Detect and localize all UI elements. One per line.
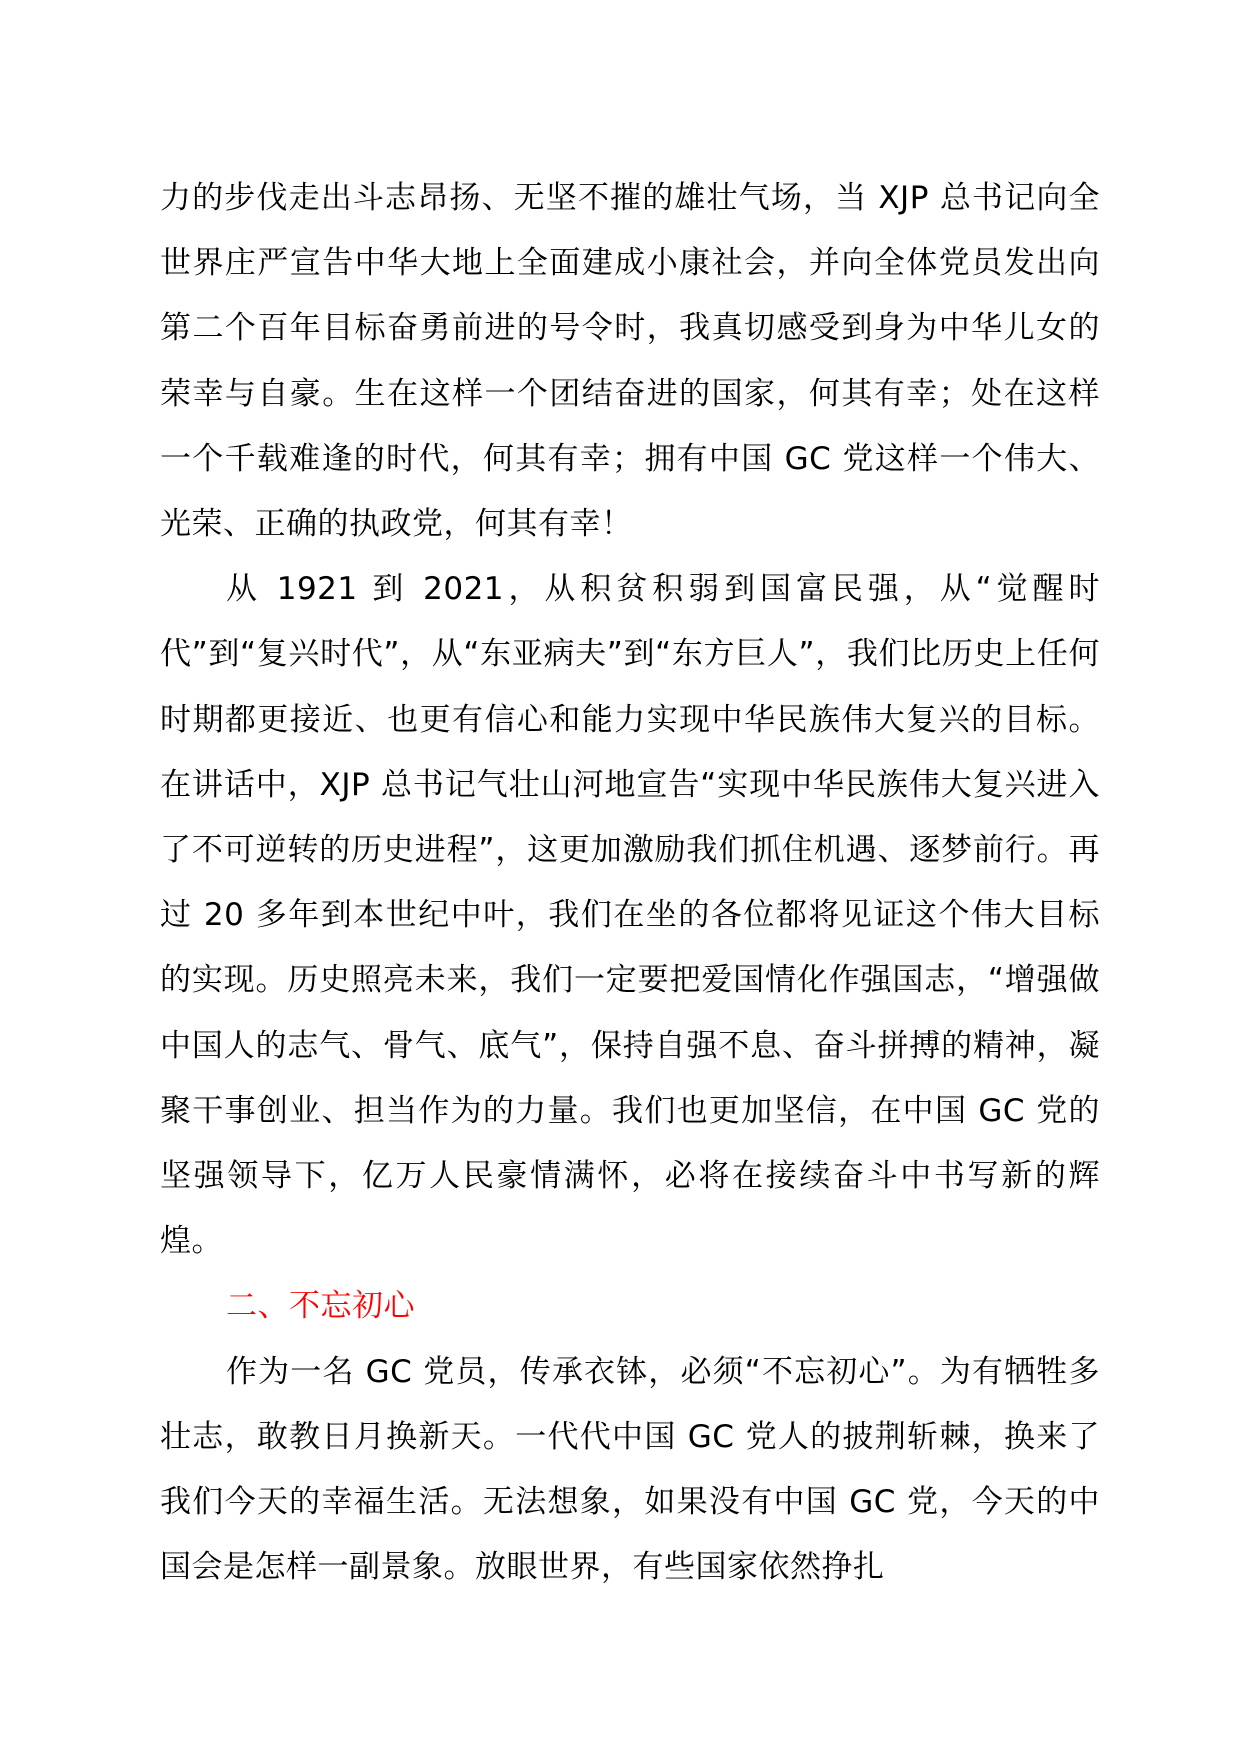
section-heading-2: 二、不忘初心 [226, 1288, 415, 1325]
paragraph-1921-2021: 从 1921 到 2021，从积贫积弱到国富民强，从“觉醒时代”到“复兴时代”，从“东亚病夫”到“东方巨人”，我们比历史上任何时期都更接近、也更有信心和能力实现中华民族伟大复兴的目标。在讲话中，XJP 总书记气壮山河地宣告“实现中华民族伟大复兴进入了不可逆转的历史进程”，这更加激励我们抓住机遇、逐梦前行。再过 20 多年到本世纪中叶，我们在坐的各位都将见证这个伟大目标的实现。历史照亮未来，我们一定要把爱国情化作强国志，“增强做中国人的志气、骨气、底气”，保持自强不息、奋斗拼搏的精神，凝聚干事创业、担当作为的力量。我们也更加坚信，在中国 GC 党的坚强领导下，亿万人民豪情满怀，必将在接续奋斗中书写新的辉煌。 [160, 571, 1100, 1260]
document-body [160, 166, 1100, 1600]
paragraph-not-forget-original: 作为一名 GC 党员，传承衣钵，必须“不忘初心”。为有牺牲多壮志，敢教日月换新天。一代代中国 GC 党人的披荆斩棘，换来了我们今天的幸福生活。无法想象，如果没有中国 GC 党，今天的中国会是怎样一副景象。放眼世界，有些国家依然挣扎 [160, 1353, 1100, 1586]
paragraph-continuation: 力的步伐走出斗志昂扬、无坚不摧的雄壮气场，当 XJP 总书记向全世界庄严宣告中华大地上全面建成小康社会，并向全体党员发出向第二个百年目标奋勇前进的号令时，我真切感受到身为中华儿女的荣幸与自豪。生在这样一个团结奋进的国家，何其有幸；处在这样一个千载难逢的时代，何其有幸；拥有中国 GC 党这样一个伟大、光荣、正确的执政党，何其有幸！ [160, 180, 1100, 543]
